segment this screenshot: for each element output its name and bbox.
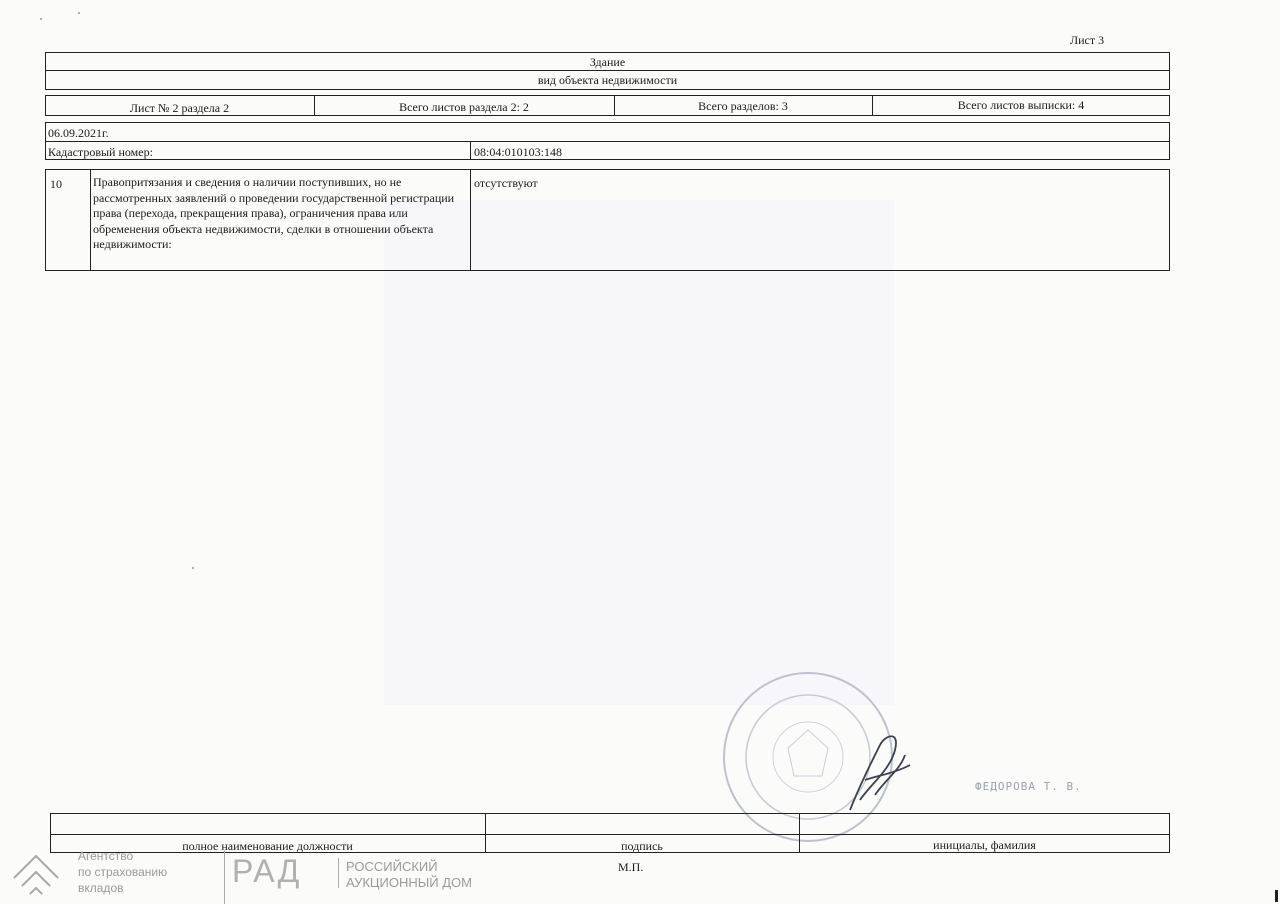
total-sections: Всего разделов: 3 xyxy=(698,99,788,113)
total-sheets-extract: Всего листов выписки: 4 xyxy=(957,98,1085,112)
position-caption: полное наименование должности xyxy=(182,839,353,853)
rad-name-line1: РОССИЙСКИЙ xyxy=(346,859,438,874)
object-type-value: Здание xyxy=(589,55,626,69)
cadastral-label: Кадастровый номер: xyxy=(48,145,153,159)
scan-speck xyxy=(40,18,42,20)
row-10-number: 10 xyxy=(50,177,62,191)
rad-logo-letters: РАД xyxy=(232,853,302,889)
scan-edge-mark xyxy=(1275,890,1278,902)
object-type-caption: вид объекта недвижимости xyxy=(537,73,678,87)
agency-name-line3: вкладов xyxy=(78,881,124,895)
rad-logo-separator xyxy=(338,858,339,888)
seal-label: М.П. xyxy=(618,860,644,874)
agency-name-line2: по страхованию xyxy=(78,865,168,879)
row-10-value: отсутствуют xyxy=(474,176,538,190)
sheet-label: Лист 3 xyxy=(1070,33,1105,47)
record-col-divider xyxy=(470,141,471,160)
cadastral-value: 08:04:010103:148 xyxy=(474,145,563,159)
handwritten-signature xyxy=(840,725,920,820)
total-sheets-section: Всего листов раздела 2: 2 xyxy=(399,100,529,114)
signature-caption: подпись xyxy=(621,839,663,853)
name-caption: инициалы, фамилия xyxy=(933,838,1036,852)
row-10-divider xyxy=(90,169,91,271)
agency-logo-icon xyxy=(8,848,64,898)
signer-stamp: ФЕДОРОВА Т. В. xyxy=(975,780,1082,793)
scan-speck xyxy=(192,567,194,569)
scan-background-patch xyxy=(384,200,894,705)
signature-table-divider xyxy=(50,834,1170,835)
scan-speck xyxy=(78,12,80,14)
agency-name-line1: Агентство xyxy=(78,849,134,863)
object-type-divider xyxy=(45,70,1170,71)
rad-name-line2: АУКЦИОННЫЙ ДОМ xyxy=(346,875,472,890)
record-divider xyxy=(45,141,1170,142)
row-10-divider xyxy=(470,169,471,271)
record-date: 06.09.2021г. xyxy=(48,126,109,140)
sheet-of-section: Лист № 2 раздела 2 xyxy=(129,101,230,115)
row-10-description: Правопритязания и сведения о наличии поступивших, но не рассмотренных заявлений о проведении государственной регистрации права (перехода, прекращения права), ограничения права или обременения объекта недвижимости, сделки в отношении объекта недвижимости: xyxy=(93,175,455,251)
logo-separator xyxy=(224,850,225,904)
